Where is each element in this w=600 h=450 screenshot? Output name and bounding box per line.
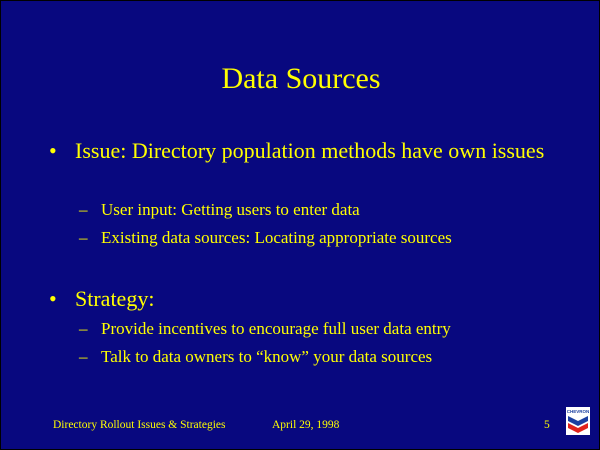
bullet-text: Strategy:	[75, 286, 155, 311]
sub-bullet-marker: –	[79, 319, 88, 338]
chevron-logo-icon	[566, 407, 590, 435]
bullet-marker: •	[49, 286, 57, 311]
slide-title: Data Sources	[221, 62, 381, 95]
footer-presentation-title: Directory Rollout Issues & Strategies	[53, 419, 226, 431]
bullet-strategy	[49, 286, 549, 312]
bullet-marker: •	[49, 138, 57, 163]
sub-bullet-data-owners	[79, 347, 569, 367]
sub-bullet-text: User input: Getting users to enter data	[101, 200, 360, 219]
sub-bullet-user-input	[79, 200, 569, 220]
sub-bullet-text: Talk to data owners to “know” your data sources	[101, 347, 433, 366]
sub-bullet-text: Existing data sources: Locating appropriate sources	[101, 228, 452, 247]
bullet-issue	[49, 138, 549, 164]
sub-bullet-incentives	[79, 319, 569, 339]
sub-bullet-marker: –	[79, 200, 88, 219]
sub-bullet-text: Provide incentives to encourage full user data entry	[101, 319, 451, 338]
footer-page-number: 5	[544, 419, 550, 431]
sub-bullet-existing-sources	[79, 228, 569, 248]
sub-bullet-marker: –	[79, 347, 88, 366]
logo-text: CHEVRON	[566, 409, 590, 414]
footer-date: April 29, 1998	[272, 419, 340, 431]
bullet-text: Issue: Directory population methods have own issues	[75, 138, 545, 163]
sub-bullet-marker: –	[79, 228, 88, 247]
